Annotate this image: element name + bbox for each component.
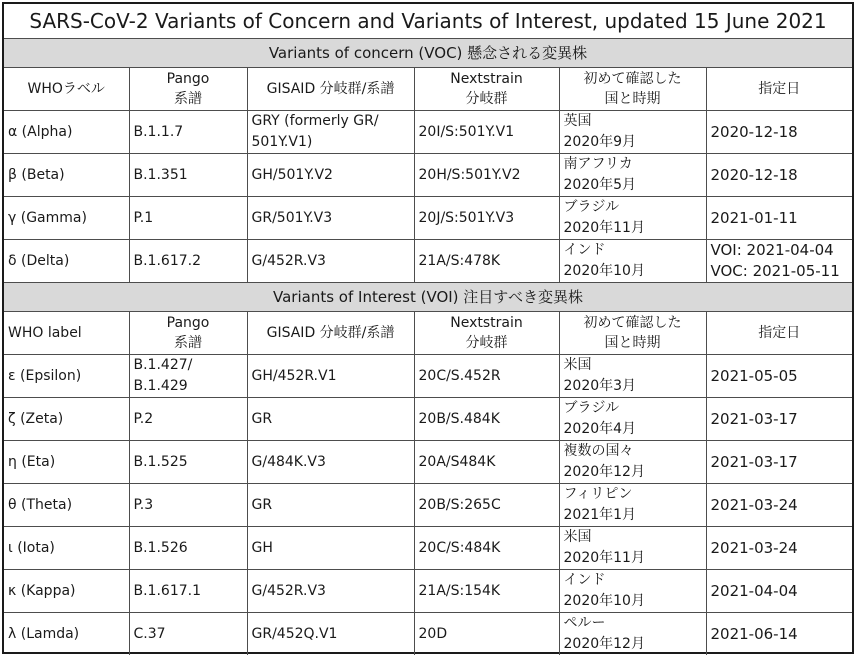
first-identified-cell-line: インド: [563, 242, 606, 258]
pango-cell: [129, 240, 247, 283]
who-label-cell: λ (Lamda): [4, 613, 129, 656]
header-nextstrain: [414, 312, 559, 355]
who-label-cell: ζ (Zeta): [4, 398, 129, 441]
header-who-label: WHOラベル: [4, 68, 129, 111]
pango-cell-line: B.1.351: [133, 166, 188, 183]
gisaid-cell-line: GR/501Y.V3: [251, 209, 333, 226]
designated-date-cell: [706, 398, 852, 441]
header-first-identified-line: 初めて確認した: [583, 71, 682, 87]
nextstrain-cell: 20D: [414, 613, 559, 656]
first-identified-cell-line: ブラジル: [563, 199, 620, 215]
gisaid-cell-line: GH/452R.V1: [251, 367, 337, 384]
designated-date-cell-line: VOI: 2021-04-04: [710, 241, 834, 259]
designated-date-cell-line: 2021-05-05: [710, 366, 798, 385]
who-label-cell: δ (Delta): [4, 240, 129, 283]
pango-cell: [129, 398, 247, 441]
voi-section-row: [4, 283, 852, 312]
table-row: [4, 570, 852, 613]
first-identified-cell: [559, 111, 706, 154]
designated-date-cell-line: 2021-03-24: [710, 538, 798, 557]
designated-date-cell-line: 2020-12-18: [710, 165, 798, 184]
pango-cell: [129, 355, 247, 398]
first-identified-cell-line: 2020年10月: [563, 263, 645, 279]
gisaid-cell-line: G/484K.V3: [251, 453, 326, 470]
nextstrain-cell: 20J/S:501Y.V3: [414, 197, 559, 240]
pango-cell: [129, 441, 247, 484]
first-identified-cell: [559, 355, 706, 398]
pango-cell: [129, 613, 247, 656]
header-pango-line: 系譜: [174, 91, 202, 107]
first-identified-cell-line: 2020年11月: [563, 550, 645, 566]
header-pango-line: Pango: [166, 71, 210, 87]
voc-section-row: [4, 39, 852, 68]
pango-cell: [129, 197, 247, 240]
designated-date-cell: [706, 527, 852, 570]
gisaid-cell: [247, 441, 414, 484]
who-label-cell: β (Beta): [4, 154, 129, 197]
table-row: [4, 355, 852, 398]
nextstrain-cell: 20A/S484K: [414, 441, 559, 484]
gisaid-cell-line: GH: [251, 539, 273, 556]
table-row: [4, 613, 852, 656]
gisaid-cell-line: GR/452Q.V1: [251, 625, 338, 642]
designated-date-cell-line: 2021-03-24: [710, 495, 798, 514]
first-identified-cell-line: 2020年4月: [563, 421, 637, 437]
table-row: [4, 398, 852, 441]
first-identified-cell-line: 英国: [563, 113, 592, 129]
gisaid-cell-line: GR: [251, 410, 273, 427]
nextstrain-cell: 20C/S:484K: [414, 527, 559, 570]
gisaid-cell: [247, 484, 414, 527]
gisaid-cell: [247, 613, 414, 656]
table-title: SARS-CoV-2 Variants of Concern and Variants of Interest, updated 15 June 2021: [4, 4, 852, 39]
designated-date-cell-line: 2020-12-18: [710, 122, 798, 141]
voc-section-title: Variants of concern (VOC) 懸念される変異株: [4, 39, 852, 68]
pango-cell-line: C.37: [133, 625, 166, 642]
table-row: [4, 197, 852, 240]
header-nextstrain-line: 分岐群: [465, 91, 508, 107]
first-identified-cell-line: ブラジル: [563, 400, 620, 416]
designated-date-cell: [706, 111, 852, 154]
table-row: [4, 441, 852, 484]
first-identified-cell-line: 2020年12月: [563, 636, 645, 652]
voi-header-row: [4, 312, 852, 355]
first-identified-cell: [559, 484, 706, 527]
header-nextstrain: [414, 68, 559, 111]
nextstrain-cell: 20H/S:501Y.V2: [414, 154, 559, 197]
gisaid-cell-line: GR: [251, 496, 273, 513]
nextstrain-cell: 21A/S:478K: [414, 240, 559, 283]
gisaid-cell: [247, 111, 414, 154]
header-nextstrain-line: 分岐群: [465, 335, 508, 351]
first-identified-cell-line: 2020年11月: [563, 220, 645, 236]
voc-header-row: [4, 68, 852, 111]
pango-cell-line: P.2: [133, 410, 154, 427]
pango-cell-line: B.1.525: [133, 453, 188, 470]
gisaid-cell: [247, 197, 414, 240]
header-nextstrain-line: Nextstrain: [450, 71, 523, 87]
pango-cell: [129, 154, 247, 197]
designated-date-cell-line: 2021-03-17: [710, 409, 798, 428]
designated-date-cell: [706, 355, 852, 398]
pango-cell-line: B.1.526: [133, 539, 188, 556]
header-pango: [129, 312, 247, 355]
header-first-identified-line: 初めて確認した: [583, 315, 682, 331]
gisaid-cell-line: G/452R.V3: [251, 582, 326, 599]
table-row: [4, 527, 852, 570]
designated-date-cell-line: 2021-06-14: [710, 624, 798, 643]
header-designated: 指定日: [706, 68, 852, 111]
table-row: [4, 484, 852, 527]
header-first-identified: [559, 68, 706, 111]
gisaid-cell-line: GH/501Y.V2: [251, 166, 333, 183]
nextstrain-cell: 20I/S:501Y.V1: [414, 111, 559, 154]
first-identified-cell: [559, 154, 706, 197]
gisaid-cell-line: GRY (formerly GR/: [251, 113, 379, 129]
who-label-cell: θ (Theta): [4, 484, 129, 527]
designated-date-cell: [706, 441, 852, 484]
designated-date-cell: [706, 197, 852, 240]
first-identified-cell-line: 2020年5月: [563, 177, 637, 193]
gisaid-cell: [247, 240, 414, 283]
header-first-identified: [559, 312, 706, 355]
table-row: [4, 240, 852, 283]
header-gisaid: GISAID 分岐群/系譜: [247, 312, 414, 355]
variants-table: [4, 4, 852, 655]
who-label-cell: η (Eta): [4, 441, 129, 484]
header-pango: [129, 68, 247, 111]
pango-cell-line: B.1.617.1: [133, 582, 201, 599]
variants-table-sheet: [2, 2, 854, 654]
pango-cell-line: B.1.617.2: [133, 252, 201, 269]
pango-cell: [129, 570, 247, 613]
first-identified-cell-line: 2020年3月: [563, 378, 637, 394]
gisaid-cell-line: G/452R.V3: [251, 252, 326, 269]
who-label-cell: ι (Iota): [4, 527, 129, 570]
gisaid-cell: [247, 154, 414, 197]
header-first-identified-line: 国と時期: [604, 335, 661, 351]
gisaid-cell: [247, 570, 414, 613]
first-identified-cell-line: 2020年10月: [563, 593, 645, 609]
designated-date-cell-line: 2021-04-04: [710, 581, 798, 600]
gisaid-cell-line: 501Y.V1): [251, 134, 313, 150]
pango-cell-line: B.1.1.7: [133, 123, 184, 140]
first-identified-cell: [559, 240, 706, 283]
first-identified-cell-line: 米国: [563, 357, 592, 373]
nextstrain-cell: 20B/S.484K: [414, 398, 559, 441]
first-identified-cell-line: 2020年9月: [563, 134, 637, 150]
pango-cell-line: B.1.427/: [133, 357, 193, 373]
first-identified-cell-line: 南アフリカ: [563, 156, 633, 172]
first-identified-cell: [559, 197, 706, 240]
first-identified-cell: [559, 613, 706, 656]
header-who-label: WHO label: [4, 312, 129, 355]
table-row: [4, 154, 852, 197]
first-identified-cell-line: フィリピン: [563, 486, 633, 502]
designated-date-cell-line: 2021-01-11: [710, 208, 798, 227]
pango-cell-line: P.1: [133, 209, 154, 226]
pango-cell-line: B.1.429: [133, 378, 188, 394]
designated-date-cell: [706, 154, 852, 197]
designated-date-cell: [706, 613, 852, 656]
nextstrain-cell: 20B/S:265C: [414, 484, 559, 527]
first-identified-cell: [559, 398, 706, 441]
pango-cell-line: P.3: [133, 496, 154, 513]
nextstrain-cell: 20C/S.452R: [414, 355, 559, 398]
designated-date-cell-line: VOC: 2021-05-11: [710, 262, 840, 280]
voi-section-title: Variants of Interest (VOI) 注目すべき変異株: [4, 283, 852, 312]
first-identified-cell-line: 2021年1月: [563, 507, 637, 523]
first-identified-cell-line: 米国: [563, 529, 592, 545]
designated-date-cell: [706, 570, 852, 613]
designated-date-cell: [706, 484, 852, 527]
gisaid-cell: [247, 527, 414, 570]
first-identified-cell-line: 複数の国々: [563, 443, 634, 459]
who-label-cell: γ (Gamma): [4, 197, 129, 240]
who-label-cell: ε (Epsilon): [4, 355, 129, 398]
first-identified-cell: [559, 570, 706, 613]
pango-cell: [129, 111, 247, 154]
first-identified-cell-line: 2020年12月: [563, 464, 645, 480]
pango-cell: [129, 527, 247, 570]
header-designated: 指定日: [706, 312, 852, 355]
first-identified-cell: [559, 441, 706, 484]
header-pango-line: Pango: [166, 315, 210, 331]
gisaid-cell: [247, 398, 414, 441]
designated-date-cell-line: 2021-03-17: [710, 452, 798, 471]
header-nextstrain-line: Nextstrain: [450, 315, 523, 331]
first-identified-cell-line: インド: [563, 572, 606, 588]
gisaid-cell: [247, 355, 414, 398]
who-label-cell: α (Alpha): [4, 111, 129, 154]
pango-cell: [129, 484, 247, 527]
table-row: [4, 111, 852, 154]
header-pango-line: 系譜: [174, 335, 202, 351]
first-identified-cell: [559, 527, 706, 570]
designated-date-cell: [706, 240, 852, 283]
first-identified-cell-line: ペルー: [563, 615, 606, 631]
header-first-identified-line: 国と時期: [604, 91, 661, 107]
nextstrain-cell: 21A/S:154K: [414, 570, 559, 613]
who-label-cell: κ (Kappa): [4, 570, 129, 613]
header-gisaid: GISAID 分岐群/系譜: [247, 68, 414, 111]
